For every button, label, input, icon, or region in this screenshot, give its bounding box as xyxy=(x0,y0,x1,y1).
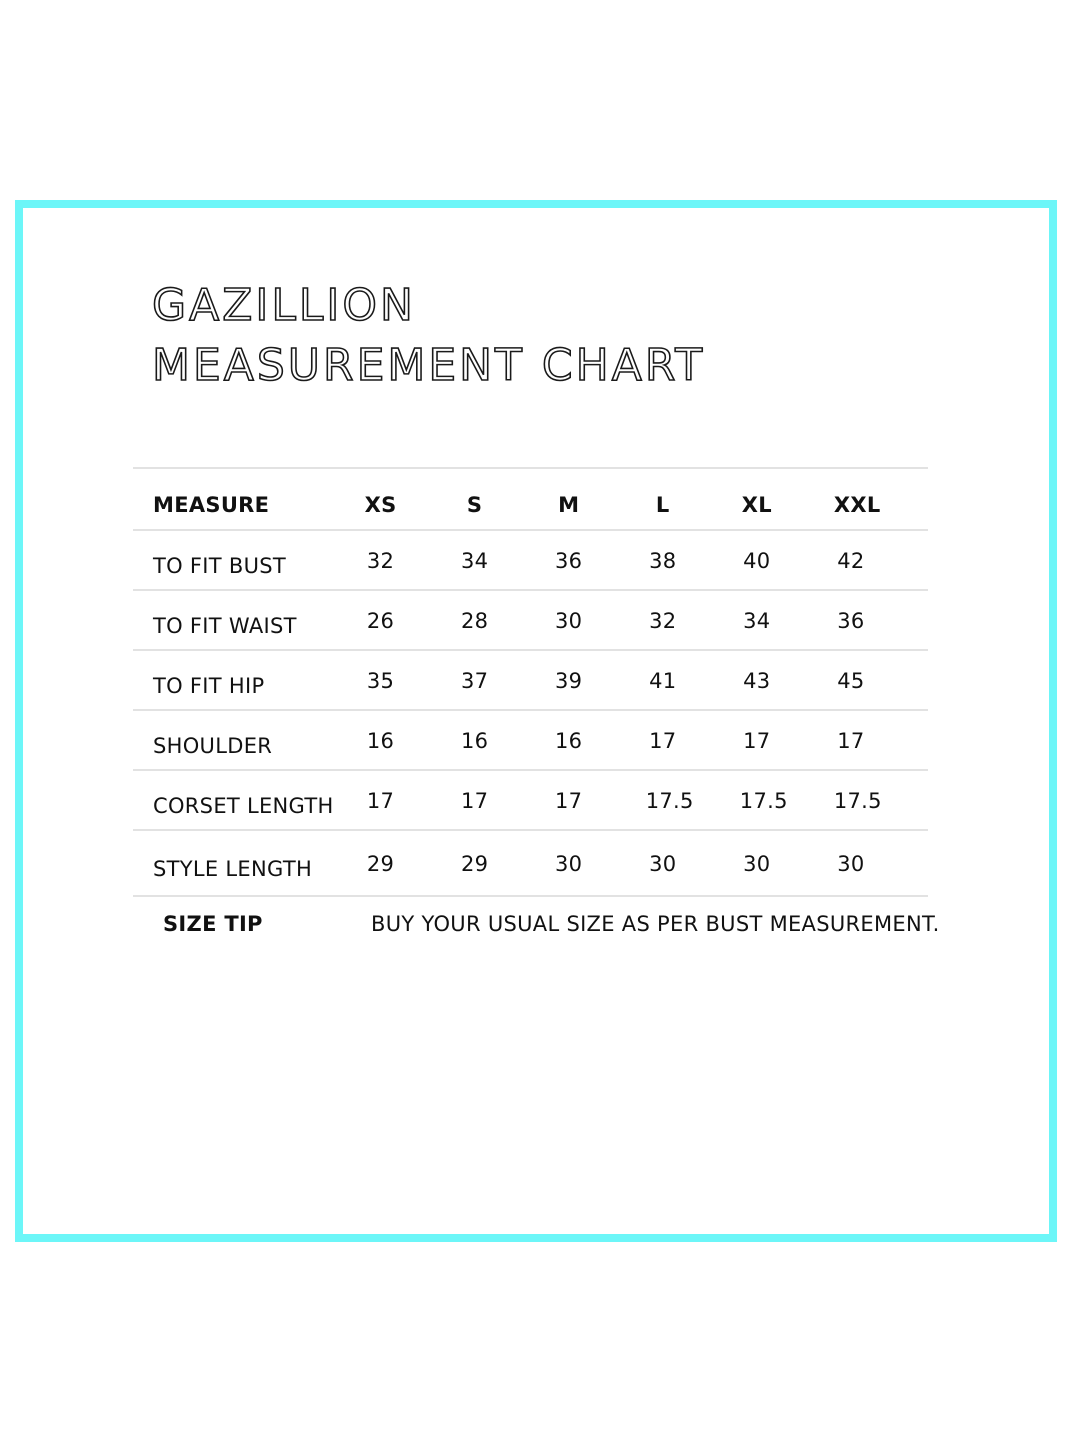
table-cell: 17 xyxy=(555,789,583,813)
table-cell: 17 xyxy=(649,729,677,753)
table-cell: 17.5 xyxy=(645,789,694,813)
table-cell: 45 xyxy=(837,669,865,693)
table-cell: 32 xyxy=(366,549,395,573)
measure-label: TO FIT BUST xyxy=(153,554,287,578)
size-column-header xyxy=(834,468,928,530)
measure-label: TO FIT HIP xyxy=(153,674,265,698)
table-cell: 40 xyxy=(743,549,771,573)
size-label: L xyxy=(655,493,670,517)
table-cell: 37 xyxy=(460,669,489,693)
table-row xyxy=(133,770,928,830)
table-cell: 36 xyxy=(555,549,583,573)
table-cell: 30 xyxy=(837,852,865,876)
size-label: M xyxy=(558,493,580,517)
table-cell: 16 xyxy=(366,729,395,753)
size-column-header xyxy=(458,468,552,530)
table-cell: 34 xyxy=(743,609,771,633)
size-column-header xyxy=(364,468,458,530)
table-row xyxy=(133,530,928,590)
table-cell: 17.5 xyxy=(833,789,882,813)
table-cell: 17 xyxy=(743,729,771,753)
table-cell: 38 xyxy=(649,549,677,573)
size-chart-table xyxy=(133,467,928,897)
table-cell: 17 xyxy=(837,729,865,753)
page-title xyxy=(152,276,705,396)
table-cell: 43 xyxy=(743,669,771,693)
table-cell: 34 xyxy=(460,549,489,573)
table-cell: 42 xyxy=(837,549,865,573)
table-cell: 30 xyxy=(649,852,677,876)
table-row xyxy=(133,830,928,896)
table-row xyxy=(133,710,928,770)
table-cell: 32 xyxy=(649,609,677,633)
table-row xyxy=(133,590,928,650)
table-cell: 30 xyxy=(555,609,583,633)
table-cell: 39 xyxy=(555,669,583,693)
size-column-header xyxy=(552,468,646,530)
size-tip-text: BUY YOUR USUAL SIZE AS PER BUST MEASUREMENT. xyxy=(371,912,940,936)
size-column-header xyxy=(646,468,740,530)
table-cell: 29 xyxy=(366,852,395,876)
table-cell: 17 xyxy=(460,789,489,813)
table-cell: 30 xyxy=(743,852,771,876)
table-cell: 28 xyxy=(460,609,489,633)
title-subtitle: MEASUREMENT CHART xyxy=(152,340,706,391)
table-cell: 30 xyxy=(555,852,583,876)
title-brand: GAZILLION xyxy=(152,280,416,331)
size-tip-label: SIZE TIP xyxy=(163,912,263,936)
table-row xyxy=(133,650,928,710)
size-label: XL xyxy=(741,493,772,517)
table-cell: 41 xyxy=(649,669,677,693)
measure-column-header: MEASURE xyxy=(153,493,270,517)
measure-label: SHOULDER xyxy=(153,734,273,758)
table-cell: 16 xyxy=(460,729,489,753)
table-cell: 16 xyxy=(555,729,583,753)
size-label: XXL xyxy=(833,493,881,517)
size-label: S xyxy=(466,493,483,517)
size-column-header xyxy=(740,468,834,530)
measure-label: STYLE LENGTH xyxy=(153,857,313,881)
table-cell: 36 xyxy=(837,609,865,633)
table-cell: 29 xyxy=(460,852,489,876)
measure-label: CORSET LENGTH xyxy=(153,794,334,818)
measure-label: TO FIT WAIST xyxy=(153,614,297,638)
table-header-row xyxy=(133,468,928,530)
table-cell: 35 xyxy=(366,669,395,693)
table-cell: 26 xyxy=(366,609,395,633)
table-cell: 17 xyxy=(366,789,395,813)
size-label: XS xyxy=(364,493,397,517)
table-cell: 17.5 xyxy=(739,789,788,813)
